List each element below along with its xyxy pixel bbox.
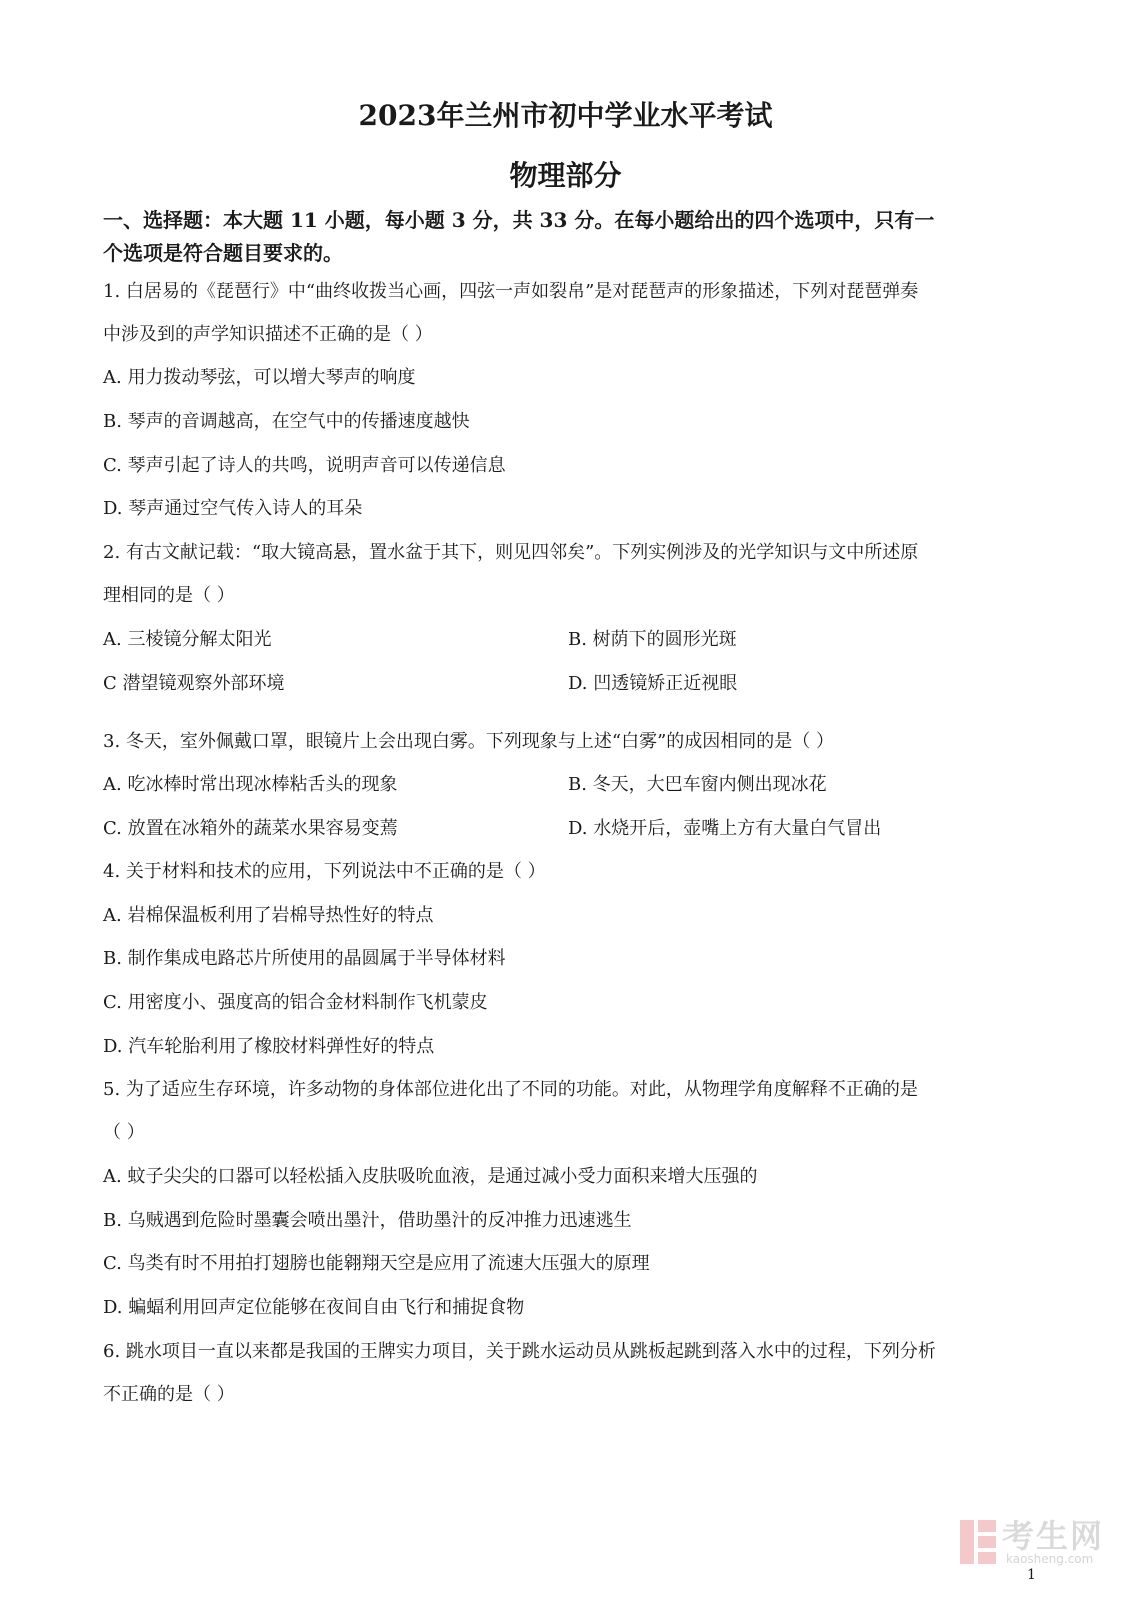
q4-option-d: D. 汽车轮胎利用了橡胶材料弹性好的特点 bbox=[103, 1036, 435, 1057]
q6-stem-line1: 6. 跳水项目一直以来都是我国的王牌实力项目，关于跳水运动员从跳板起跳到落入水中的过程，下列分析 bbox=[103, 1341, 936, 1362]
q2-option-a: A. 三棱镜分解太阳光 bbox=[103, 629, 272, 650]
q1-stem-line2: 中涉及到的声学知识描述不正确的是（ ） bbox=[103, 324, 433, 345]
logo-text: 考生网 bbox=[1002, 1517, 1105, 1555]
q2-option-c: C 潜望镜观察外部环境 bbox=[103, 673, 285, 694]
page-number: 1 bbox=[1027, 1567, 1036, 1583]
q5-stem-line1: 5. 为了适应生存环境，许多动物的身体部位进化出了不同的功能。对此，从物理学角度解释不正确的是 bbox=[103, 1079, 918, 1100]
q5-option-b: B. 乌贼遇到危险时墨囊会喷出墨汁，借助墨汁的反冲推力迅速逃生 bbox=[103, 1210, 632, 1231]
q3-stem-line1: 3. 冬天，室外佩戴口罩，眼镜片上会出现白雾。下列现象与上述“白雾”的成因相同的是（ ） bbox=[103, 731, 835, 752]
q4-option-c: C. 用密度小、强度高的铝合金材料制作飞机蒙皮 bbox=[103, 992, 488, 1013]
section-heading-line1: 一、选择题：本大题 11 小题，每小题 3 分，共 33 分。在每小题给出的四个选项中，只有一 bbox=[103, 208, 935, 232]
section-heading bbox=[103, 204, 1033, 270]
q3-option-b: B. 冬天，大巴车窗内侧出现冰花 bbox=[568, 774, 827, 795]
q2-stem-line2: 理相同的是（ ） bbox=[103, 585, 235, 606]
q3-option-a: A. 吃冰棒时常出现冰棒粘舌头的现象 bbox=[103, 774, 398, 795]
exam-title: 2023年兰州市初中学业水平考试 bbox=[358, 99, 773, 132]
logo-mark-icon bbox=[960, 1520, 996, 1564]
q1-option-c: C. 琴声引起了诗人的共鸣，说明声音可以传递信息 bbox=[103, 455, 506, 476]
q4-stem-line1: 4. 关于材料和技术的应用，下列说法中不正确的是（ ） bbox=[103, 861, 546, 882]
q5-option-c: C. 鸟类有时不用拍打翅膀也能翱翔天空是应用了流速大压强大的原理 bbox=[103, 1253, 650, 1274]
q1-option-b: B. 琴声的音调越高，在空气中的传播速度越快 bbox=[103, 411, 470, 432]
q6-stem-line2: 不正确的是（ ） bbox=[103, 1384, 235, 1405]
q2-option-d: D. 凹透镜矫正近视眼 bbox=[568, 673, 738, 694]
q4-option-b: B. 制作集成电路芯片所使用的晶圆属于半导体材料 bbox=[103, 948, 506, 969]
watermark-logo bbox=[960, 1518, 1120, 1568]
exam-subtitle: 物理部分 bbox=[509, 159, 622, 192]
q1-option-d: D. 琴声通过空气传入诗人的耳朵 bbox=[103, 498, 363, 519]
logo-subtext: kaosheng.com bbox=[1006, 1552, 1094, 1566]
q2-stem-line1: 2. 有古文献记载：“取大镜高悬，置水盆于其下，则见四邻矣”。下列实例涉及的光学知识与文中所述原 bbox=[103, 542, 919, 563]
q3-option-c: C. 放置在冰箱外的蔬菜水果容易变蔫 bbox=[103, 818, 398, 839]
q5-option-a: A. 蚊子尖尖的口器可以轻松插入皮肤吸吮血液，是通过减小受力面积来增大压强的 bbox=[103, 1166, 758, 1187]
q5-option-d: D. 蝙蝠利用回声定位能够在夜间自由飞行和捕捉食物 bbox=[103, 1297, 525, 1318]
q2-option-b: B. 树荫下的圆形光斑 bbox=[568, 629, 737, 650]
q1-option-a: A. 用力拨动琴弦，可以增大琴声的响度 bbox=[103, 367, 416, 388]
q3-option-d: D. 水烧开后，壶嘴上方有大量白气冒出 bbox=[568, 818, 882, 839]
q4-option-a: A. 岩棉保温板利用了岩棉导热性好的特点 bbox=[103, 905, 434, 926]
section-heading-line2: 个选项是符合题目要求的。 bbox=[103, 241, 343, 265]
q1-stem-line1: 1. 白居易的《琵琶行》中“曲终收拨当心画，四弦一声如裂帛”是对琵琶声的形象描述，下列对琵琶弹奏 bbox=[103, 281, 919, 302]
q5-stem-line2: （ ） bbox=[103, 1122, 145, 1143]
